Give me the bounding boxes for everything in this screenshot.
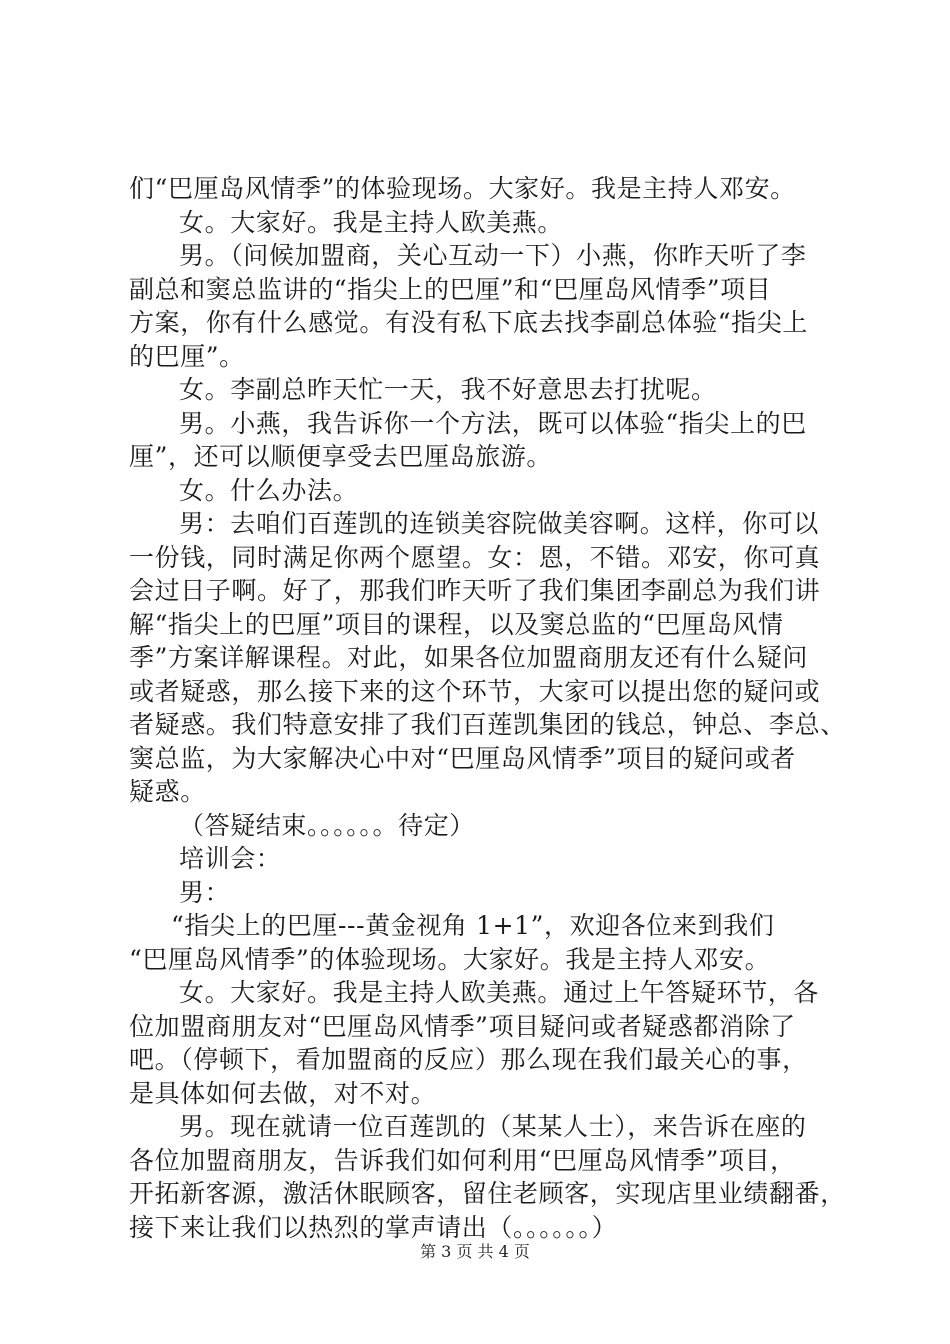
- text-line-16: 或者疑惑，那么接下来的这个环节，大家可以提出您的疑问或: [129, 676, 821, 706]
- page-number-footer: 第 3 页 共 4 页: [420, 1242, 530, 1261]
- text-line-11: 男：去咱们百莲凯的连锁美容院做美容啊。这样，你可以: [179, 509, 820, 538]
- text-line-10: 女。什么办法。: [179, 475, 359, 505]
- text-line-26: 位加盟商朋友对“巴厘岛风情季”项目疑问或者疑惑都消除了: [129, 1011, 796, 1041]
- text-line-24: “巴厘岛风情季”的体验现场。大家好。我是主持人邓安。: [129, 944, 771, 974]
- text-line-5: 方案，你有什么感觉。有没有私下底去找李副总体验“指尖上: [129, 308, 808, 337]
- text-line-6: 的巴厘”。: [129, 341, 245, 371]
- text-line-29: 男。现在就请一位百莲凯的（某某人士），来告诉在座的: [179, 1112, 807, 1141]
- text-line-13: 会过日子啊。好了，那我们昨天听了我们集团李副总为我们讲: [129, 576, 821, 605]
- text-line-4: 副总和窦总监讲的“指尖上的巴厘”和“巴厘岛风情季”项目: [129, 274, 772, 304]
- text-line-31: 开拓新客源，激活休眠顾客，留住老顾客，实现店里业绩翻番，: [129, 1179, 846, 1208]
- text-line-17: 者疑惑。我们特意安排了我们百莲凯集团的钱总，钟总、李总、: [129, 710, 846, 739]
- text-line-8: 男。小燕，我告诉你一个方法，既可以体验“指尖上的巴: [179, 408, 807, 438]
- text-line-22: 男：: [179, 877, 231, 907]
- text-line-12: 一份钱，同时满足你两个愿望。女：恩，不错。邓安，你可真: [129, 542, 821, 572]
- text-line-15: 季”方案详解课程。对此，如果各位加盟商朋友还有什么疑问: [129, 643, 808, 672]
- text-line-20: （答疑结束。。。。。。待定）: [179, 810, 475, 840]
- text-line-7: 女。李副总昨天忙一天，我不好意思去打扰呢。: [179, 375, 717, 404]
- text-line-21: 培训会：: [179, 844, 282, 873]
- text-line-23: “指尖上的巴厘---黄金视角 1+1”，欢迎各位来到我们: [171, 911, 775, 940]
- document-body: [129, 172, 849, 1244]
- text-line-19: 疑惑。: [129, 777, 206, 806]
- text-line-30: 各位加盟商朋友，告诉我们如何利用“巴厘岛风情季”项目，: [129, 1145, 796, 1175]
- text-line-9: 厘”，还可以顺便享受去巴厘岛旅游。: [129, 442, 552, 471]
- text-line-3: 男。（问候加盟商，关心互动一下）小燕，你昨天听了李: [179, 241, 807, 270]
- text-line-27: 吧。（停顿下，看加盟商的反应）那么现在我们最关心的事，: [129, 1045, 808, 1074]
- text-line-18: 窦总监，为大家解决心中对“巴厘岛风情季”项目的疑问或者: [129, 743, 796, 773]
- text-line-1: 们“巴厘岛风情季”的体验现场。大家好。我是主持人邓安。: [129, 174, 796, 203]
- text-line-2: 女。大家好。我是主持人欧美燕。: [179, 207, 564, 237]
- text-line-32: 接下来让我们以热烈的掌声请出（。。。。。。）: [129, 1212, 618, 1242]
- text-line-28: 是具体如何去做，对不对。: [129, 1078, 437, 1108]
- text-line-14: 解“指尖上的巴厘”项目的课程，以及窦总监的“巴厘岛风情: [129, 609, 784, 639]
- text-line-25: 女。大家好。我是主持人欧美燕。通过上午答疑环节，各: [179, 978, 820, 1007]
